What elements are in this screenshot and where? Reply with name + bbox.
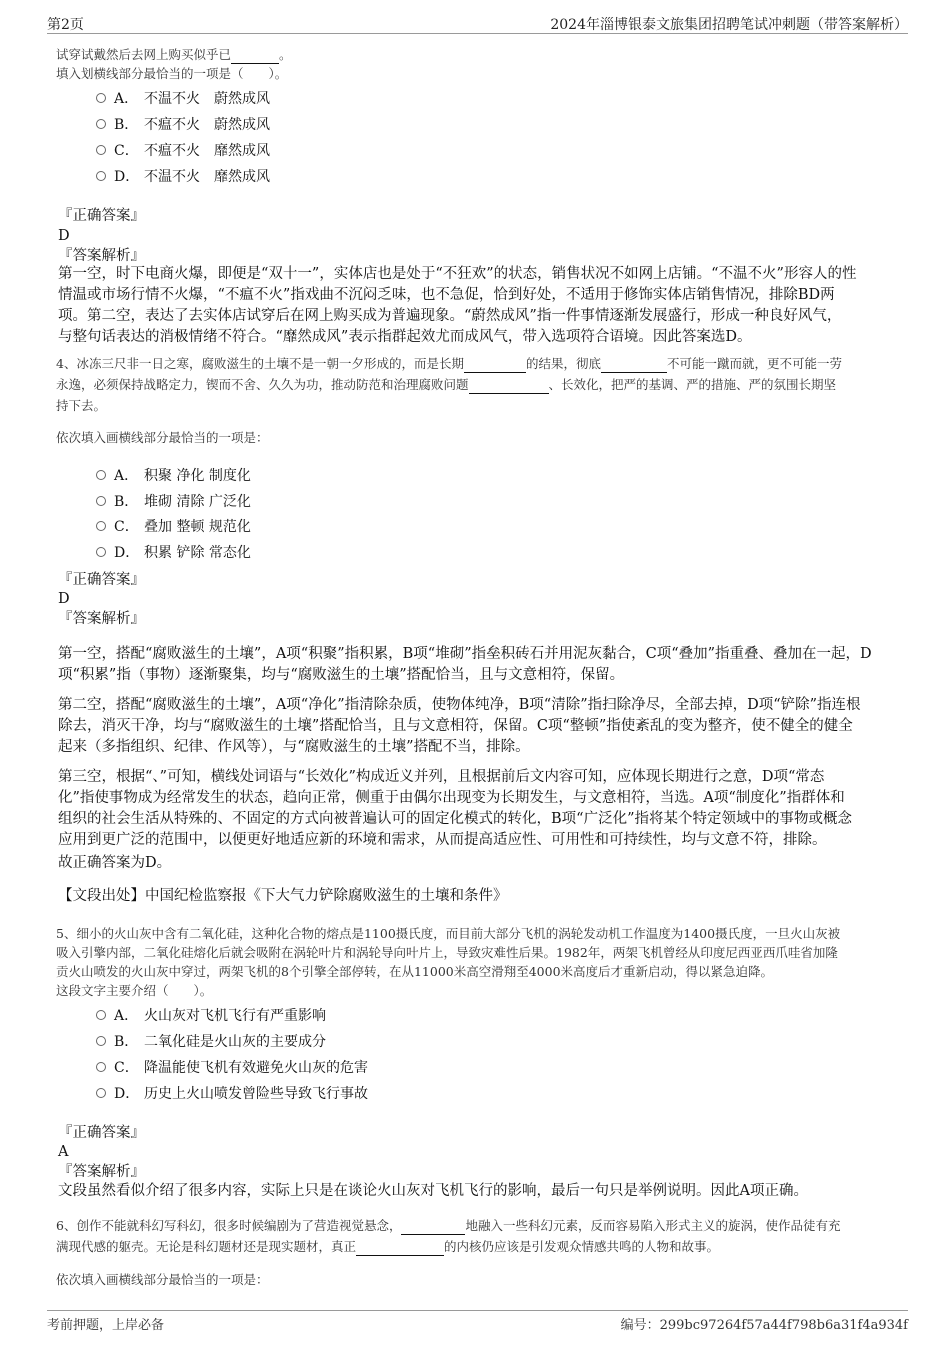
q4-blank-2 [601,372,667,373]
q4-blank-3 [469,393,549,394]
footer-divider [47,1310,908,1311]
q4-source: 【文段出处】中国纪检监察报《下大气力铲除腐败滋生的土壤和条件》 [58,888,508,904]
radio-icon[interactable] [96,1036,106,1046]
q5-prompt: 这段文字主要介绍（ ）。 [56,983,213,998]
q4-conclusion: 故正确答案为D。 [58,855,172,871]
radio-icon[interactable] [96,1062,106,1072]
q3-stem-end: 。 [279,47,292,62]
q3-option-a[interactable]: A． 不温不火 蔚然成风 [96,88,270,108]
radio-icon[interactable] [96,1010,106,1020]
q4-prompt: 依次填入画横线部分最恰当的一项是： [56,430,269,445]
q5-analysis: 文段虽然看似介绍了很多内容，实际上只是在谈论火山灰对飞机飞行的影响，最后一句只是举例说明。因此A项正确。 [58,1183,808,1199]
q5-answer: A [58,1144,69,1160]
q4-option-c[interactable]: C． 叠加 整顿 规范化 [96,516,251,536]
q5-analysis-label: 『答案解析』 [58,1164,145,1180]
q6-blank-2 [356,1255,444,1256]
q3-analysis-label: 『答案解析』 [58,248,145,264]
header-divider [47,33,908,34]
radio-icon[interactable] [96,119,106,129]
radio-icon[interactable] [96,521,106,531]
q4-analysis-para-2: 第二空，搭配“腐败滋生的土壤”，A项“净化”指清除杂质，使物体纯净，B项“清除”指扫除净尽，全部去掉，D项“铲除”指连根 除去，消灭干净，均与“腐败滋生的土壤”搭配恰当，且与文意相符，保留。C项“整顿”指使紊乱的变为整齐，使不健全的健全 起来（多指组织、纪律、作风等），与“腐败滋生的土壤”搭配不当，排除。 [58,697,861,755]
q6-blank-1 [401,1234,465,1235]
q3-analysis: 第一空，时下电商火爆，即便是“双十一”，实体店也是处于“不狂欢”的状态，销售状况不如网上店铺。“不温不火”形容人的性 情温或市场行情不火爆，“不瘟不火”指戏曲不沉闷乏味，也不急促，恰到好处，不适用于修饰实体店销售情况，排除BD两 项。第二空，表达了去实体店试穿后在网上购买成为普遍现象。“蔚然成风”指一件事情逐渐发展盛行，形成一种良好风气， 与整句话表达的消极情绪不符合。“靡然成风”表示指群起效尤而成风气，带入选项符合语境。因此答案选D。 [58,266,857,345]
q3-stem-text: 试穿试戴然后去网上购买似乎已 [56,47,232,62]
q4-stem: 4、冰冻三尺非一日之寒，腐败滋生的土壤不是一朝一夕形成的，而是长期 的结果，彻底 不可能一蹴而就，更不可能一劳 永逸，必须保持战略定力，锲而不舍、久久为功，推动防范和治理腐败问题 、长效化，把严的基调、严的措施、严的氛围长期坚 持下去。 [56,356,842,413]
q4-blank-1 [464,372,526,373]
radio-icon[interactable] [96,470,106,480]
radio-icon[interactable] [96,547,106,557]
q5-option-a[interactable]: A． 火山灰对飞机飞行有严重影响 [96,1005,326,1025]
q4-answer: D [58,591,70,607]
footer-slogan: 考前押题，上岸必备 [47,1318,165,1333]
q4-option-d[interactable]: D． 积累 铲除 常态化 [96,542,251,562]
page-number: 第2页 [47,17,84,33]
q5-option-c[interactable]: C． 降温能使飞机有效避免火山灰的危害 [96,1057,368,1077]
q3-option-c[interactable]: C． 不瘟不火 靡然成风 [96,140,270,160]
q5-option-b[interactable]: B． 二氧化硅是火山灰的主要成分 [96,1031,326,1051]
q4-analysis-para-3: 第三空，根据“、”可知，横线处词语与“长效化”构成近义并列，且根据前后文内容可知，应体现长期进行之意，D项“常态 化”指使事物成为经常发生的状态，趋向正常，侧重于由偶尔出现变为长期发生，与文意相符，当选。A项“制度化”指群体和 组织的社会生活从特殊的、不固定的方式向被普遍认可的固定化模式的转化，B项“广泛化”指将某个特定领域中的事物或概念 应用到更广泛的范围中，以便更好地适应新的环境和需求，从而提高适应性、可用性和可持续性，均与文意不符，排除。 [58,769,852,848]
q3-stem-line [56,45,292,64]
q6-prompt: 依次填入画横线部分最恰当的一项是： [56,1272,269,1287]
q5-option-d[interactable]: D． 历史上火山喷发曾险些导致飞行事故 [96,1083,368,1103]
q4-answer-label: 『正确答案』 [58,572,145,588]
radio-icon[interactable] [96,145,106,155]
q3-answer-label: 『正确答案』 [58,208,145,224]
radio-icon[interactable] [96,93,106,103]
q4-analysis-label: 『答案解析』 [58,611,145,627]
radio-icon[interactable] [96,171,106,181]
q3-option-b[interactable]: B． 不瘟不火 蔚然成风 [96,114,270,134]
q5-stem: 5、细小的火山灰中含有二氧化硅，这种化合物的熔点是1100摄氏度，而目前大部分飞机的涡轮发动机工作温度为1400摄氏度，一旦火山灰被 吸入引擎内部，二氧化硅熔化后就会吸附在涡轮叶片和涡轮导向叶片上，导致灾难性后果。1982年，两架飞机曾经从印度尼西亚西爪哇省加隆 贡火山喷发的火山灰中穿过，两架飞机的8个引擎全部停转，在从11000米高空滑翔至4000米高度后才重新启动，得以紧急迫降。 [56,926,841,979]
q3-option-d[interactable]: D． 不温不火 靡然成风 [96,166,270,186]
q6-stem: 6、创作不能就科幻写科幻，很多时候编剧为了营造视觉悬念， 地融入一些科幻元素，反而容易陷入形式主义的旋涡，使作品徒有充 满现代感的躯壳。无论是科幻题材还是现实题材，真正 的内核仍应该是引发观众情感共鸣的人物和故事。 [56,1218,841,1254]
q4-analysis-para-1: 第一空，搭配“腐败滋生的土壤”，A项“积聚”指积累，B项“堆砌”指垒积砖石并用泥灰黏合，C项“叠加”指重叠、叠加在一起，D 项“积累”指（事物）逐渐聚集，均与“腐败滋生的土壤”搭配恰当，且与文意相符，保留。 [58,646,872,683]
q3-answer: D [58,228,70,244]
q5-answer-label: 『正确答案』 [58,1125,145,1141]
q4-option-b[interactable]: B． 堆砌 清除 广泛化 [96,491,251,511]
q3-prompt: 填入划横线部分最恰当的一项是（ ）。 [56,66,288,81]
radio-icon[interactable] [96,1088,106,1098]
document-title: 2024年淄博银泰文旅集团招聘笔试冲刺题（带答案解析） [550,17,908,33]
radio-icon[interactable] [96,496,106,506]
q4-option-a[interactable]: A． 积聚 净化 制度化 [96,465,251,485]
document-id: 编号：299bc97264f57a44f798b6a31f4a934f [620,1318,908,1333]
